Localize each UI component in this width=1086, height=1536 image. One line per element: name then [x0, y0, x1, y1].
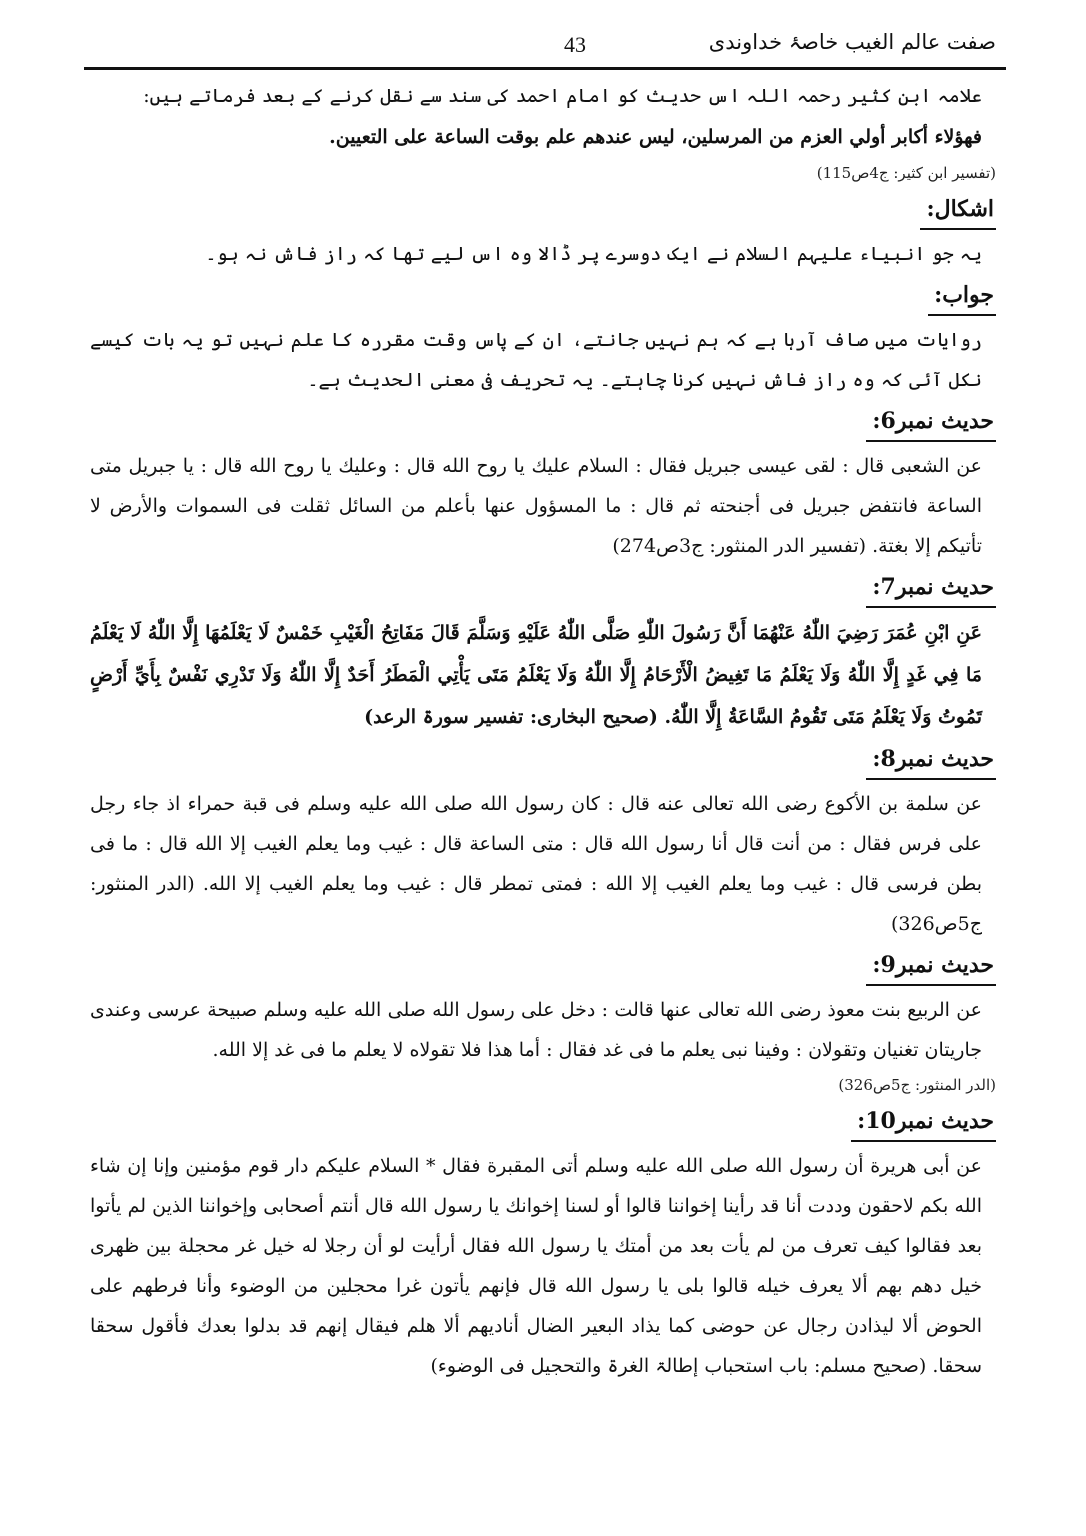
text-line: بغتة. (تفسیر الدر المنثور: ج3ص274) — [612, 535, 909, 557]
text-line: عن أبی هریرة أن رسول الله صلی الله علیه وسلم أتی المقبرة فقال * السلام علیكم دار قوم مؤمنین وإنا إن شاء الله — [90, 1155, 982, 1217]
text-line: یعلم الغیب إلا الله : فمتی تمطر قال : غیب وما یعلم الغیب إلا الله. (الدر المنثور: ج5ص326) — [90, 873, 982, 935]
text-line: عن سلمة بن الأكوع رضی الله تعالی عنه قال : كان رسول الله صلی الله علیه وسلم فی قبة حمراء اذ جاء رجل علی فرس — [90, 793, 982, 855]
section-heading: جواب: — [928, 278, 996, 316]
text-line: علامہ ابن کثیر رحمہ اللہ اس حدیث کو امام احمد کی سند سے نقل کرنے کے بعد فرماتے ہیں: — [143, 85, 982, 107]
text-line: یعرف خیله قالوا بلی یا رسول الله قال فإنهم یأتون غرا محجلین من الوضوء وأنا فرطهم علی الحوض ألا لیذادن رجال عن حوضی — [90, 1275, 982, 1337]
page-header — [84, 22, 1006, 72]
section-heading: حدیث نمبر8: — [866, 742, 996, 780]
text-line: چاہتے۔ یہ تحریف فی معنی الحدیث ہے۔ — [307, 369, 667, 391]
section-heading-wrap — [90, 404, 996, 442]
section-heading-wrap — [90, 742, 996, 780]
text-line: عَنِ ابْنِ عُمَرَ رَضِيَ اللّٰهُ عَنْهُمَا أَنَّ رَسُولَ اللّٰهِ صَلَّى اللّٰهُ عَلَيْهِ وَسَلَّمَ قَالَ مَفَاتِحُ الْغَيْبِ خَمْسٌ لَا يَعْلَمُهَا إِلَّا اللّٰهُ لَا يَعْلَمُ مَا فِي — [90, 622, 982, 686]
paragraph — [90, 990, 996, 1070]
section-heading: حدیث نمبر7: — [866, 570, 996, 608]
paragraph — [90, 234, 996, 274]
section-heading: حدیث نمبر9: — [866, 948, 996, 986]
section-heading-wrap — [90, 1104, 996, 1142]
section-heading-wrap — [90, 570, 996, 608]
text-line: كیف تعرف من لم یأت بعد من أمتك یا رسول الله فقال أرأیت لو أن رجلا له خیل غر محجلة بین ظهری خیل دهم بهم ألا — [90, 1235, 982, 1297]
text-line: كما یذاد البعیر الضال أنادیهم ألا هلم فیقال إنهم قد بدلوا بعدك فأقول سحقا سحقا. (صحیح مسلم: باب استحباب إطالۃ الغرۃ والتحجیل فی الوضوء) — [90, 1315, 982, 1377]
text-line: عن الربیع بنت معوذ رضی الله تعالی عنها قالت : دخل علی رسول الله صلی الله علیه وسلم صبیحة عرسی وعندی — [90, 999, 982, 1021]
section-heading-wrap — [90, 948, 996, 986]
text-line: عن الشعبی قال : لقی عیسی جبریل فقال : السلام علیك یا روح الله قال : وعلیك یا روح الله قال : یا جبریل متی — [90, 455, 982, 477]
section-heading-wrap — [90, 278, 996, 316]
section-heading: حدیث نمبر6: — [866, 404, 996, 442]
section-heading: حدیث نمبر10: — [851, 1104, 996, 1142]
paragraph — [90, 784, 996, 944]
arabic-paragraph — [90, 612, 996, 738]
text-line: الساعة فانتفض جبریل فی أجنحته ثم قال : ما المسؤول عنها بأعلم من السائل ثقلت فی السموات والأرض لا تأتیكم إلا — [90, 495, 982, 557]
page-body — [90, 76, 996, 1386]
citation: (الدر المنثور: ج5ص326) — [838, 1076, 996, 1094]
text-line: فقال : من أنت قال أنا رسول الله قال : متی الساعة قال : غیب وما یعلم الغیب إلا الله قال : ما فی بطن فرسی قال : غیب وما — [90, 833, 982, 895]
running-title: صفت عالم الغیب خاصۂ خداوندی — [708, 30, 996, 54]
text-line: یہ جو انبیاء علیہم السلام نے ایک دوسرے پر ڈالا وہ اس لیے تھا کہ راز فاش نہ ہو۔ — [205, 243, 982, 265]
section-heading: اشکال: — [920, 192, 996, 230]
citation: (تفسیر ابن کثیر: ج4ص115) — [816, 164, 996, 182]
page-number: 43 — [564, 32, 586, 57]
paragraph — [90, 1146, 996, 1386]
paragraph — [90, 320, 996, 400]
text-line: بكم لاحقون وددت أنا قد رأینا إخواننا قالوا أو لسنا إخوانك یا رسول الله قال أنتم أصحابی وإخواننا الذین لم یأتوا بعد فقالوا — [90, 1195, 983, 1257]
arabic-paragraph — [90, 116, 996, 158]
text-line: روایات میں صاف آرہا ہے کہ ہم نہیں جانتے، ان کے پاس وقت مقررہ کا علم نہیں تو یہ بات کیسے نکل آئی کہ وہ راز فاش نہیں کرنا — [90, 329, 982, 391]
section-heading-wrap — [90, 192, 996, 230]
header-rule — [84, 67, 1006, 70]
text-line: مَتَى تَقُومُ السَّاعَةُ إِلَّا اللّٰهُ. (صحیح البخاری: تفسیر سورۃ الرعد) — [364, 706, 865, 728]
text-line: جاریتان تغنیان وتقولان : وفینا نبی یعلم ما فی غد فقال : أما هذا فلا تقولاه لا یعلم ما فی غد إلا الله. — [212, 1039, 982, 1061]
paragraph — [90, 446, 996, 566]
paragraph — [90, 76, 996, 116]
text-line: غَدٍ إِلَّا اللّٰهُ وَلَا يَعْلَمُ مَا تَغِيضُ الْأَرْحَامُ إِلَّا اللّٰهُ وَلَا يَعْلَمُ مَتَى يَأْتِي الْمَطَرُ أَحَدٌ إِلَّا اللّٰهُ وَلَا تَدْرِي نَفْسٌ بِأَيِّ أَرْضٍ تَمُوتُ وَلَا يَعْلَمُ — [90, 664, 982, 728]
text-line: فهؤلاء أكابر أولي العزم من المرسلين، ليس عندهم علم بوقت الساعة على التعيين. — [329, 126, 982, 148]
